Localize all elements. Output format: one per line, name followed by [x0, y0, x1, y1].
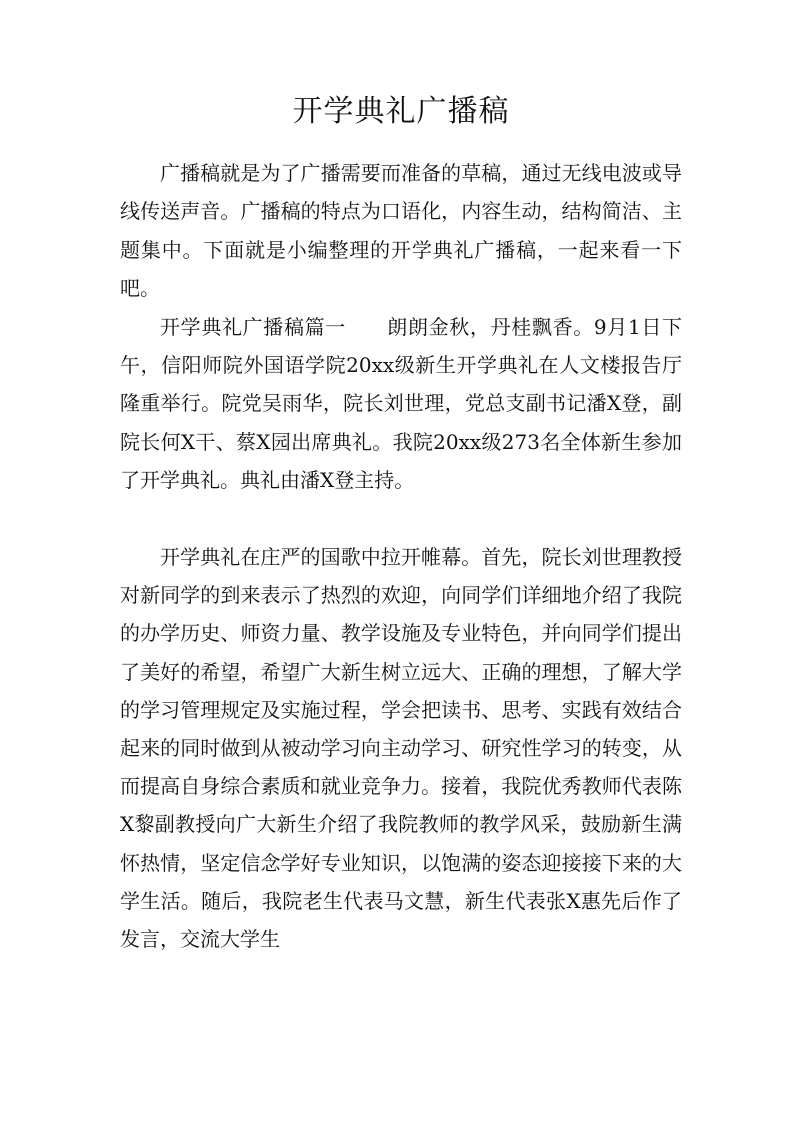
intro-paragraph: 广播稿就是为了广播需要而准备的草稿，通过无线电波或导线传送声音。广播稿的特点为口语化，内容生动，结构简洁、主题集中。下面就是小编整理的开学典礼广播稿，一起来看一下吧。 — [120, 161, 682, 301]
document-page — [120, 92, 682, 958]
section-one-paragraph: 开学典礼广播稿篇一 朗朗金秋，丹桂飘香。9月1日下午，信阳师院外国语学院20xx级新生开学典礼在人文楼报告厅隆重举行。院党吴雨华，院长刘世理，党总支副书记潘X登，副院长何X干、蔡X园出席典礼。我院20xx级273名全体新生参加了开学典礼。典礼由潘X登主持。 — [120, 314, 682, 493]
ceremony-paragraph: 开学典礼在庄严的国歌中拉开帷幕。首先，院长刘世理教授对新同学的到来表示了热烈的欢迎，向同学们详细地介绍了我院的办学历史、师资力量、教学设施及专业特色，并向同学们提出了美好的希望，希望广大新生树立远大、正确的理想，了解大学的学习管理规定及实施过程，学会把读书、思考、实践有效结合起来的同时做到从被动学习向主动学习、研究性学习的转变，从而提高自身综合素质和就业竞争力。接着，我院优秀教师代表陈X黎副教授向广大新生介绍了我院教师的教学风采，鼓励新生满怀热情，坚定信念学好专业知识，以饱满的姿态迎接接下来的大学生活。随后，我院老生代表马文慧，新生代表张X惠先后作了发言，交流大学生 — [120, 545, 682, 952]
blank-line — [120, 500, 682, 538]
document-title: 开学典礼广播稿 — [292, 94, 510, 129]
